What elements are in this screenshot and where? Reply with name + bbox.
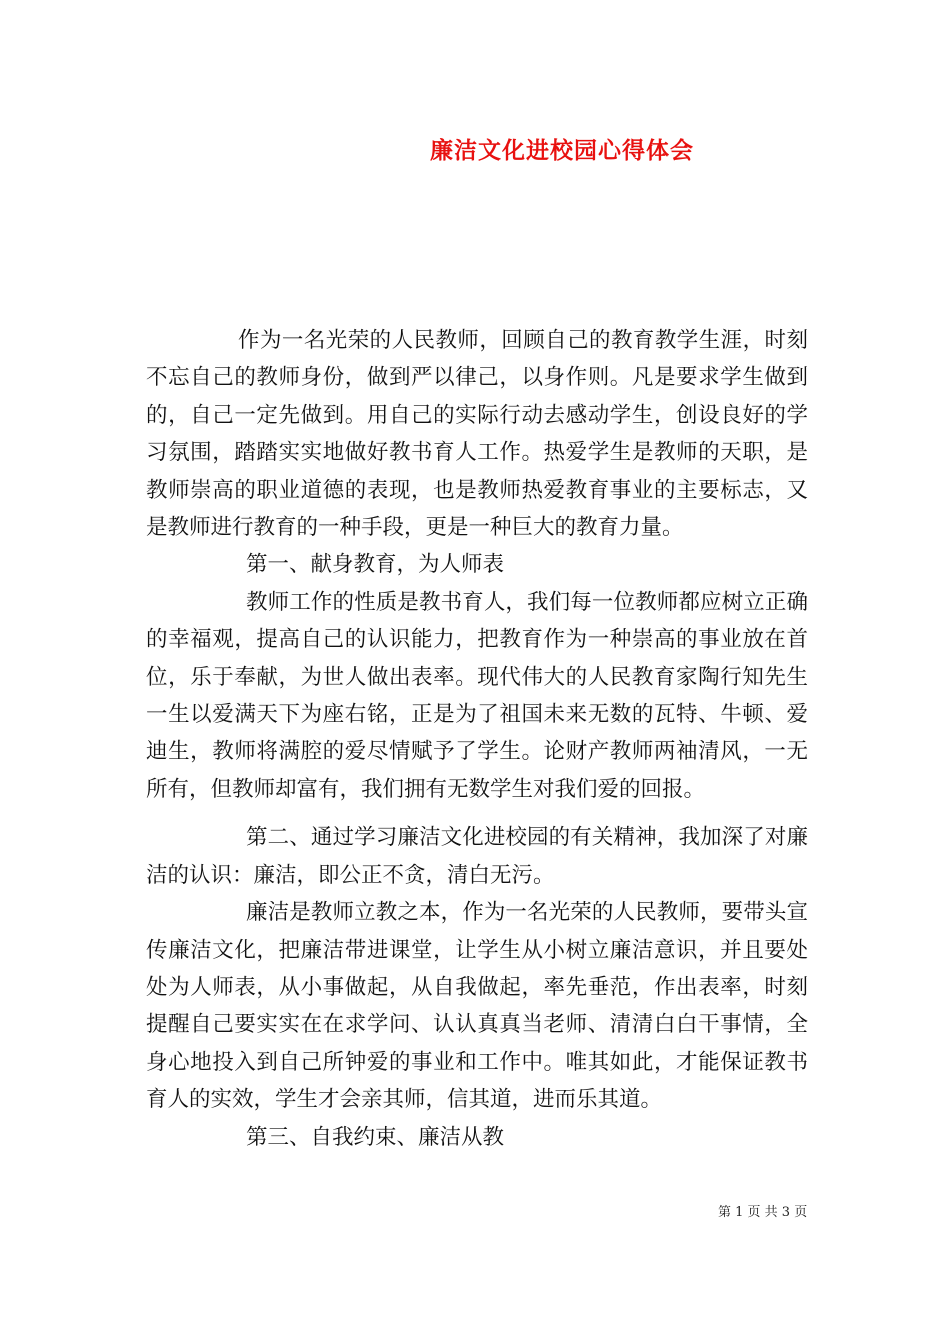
page-number-footer: 第 1 页 共 3 页 bbox=[718, 1205, 808, 1220]
document-title: 廉洁文化进校园心得体会 bbox=[430, 137, 694, 164]
section-heading-1: 第一、献身教育，为人师表 bbox=[246, 552, 505, 578]
document-body bbox=[146, 322, 808, 1156]
section-heading-3: 第三、自我约束、廉洁从教 bbox=[246, 1124, 505, 1150]
paragraph-intro: 作为一名光荣的人民教师，回顾自己的教育教学生涯，时刻不忘自己的教师身份，做到严以律己，以身作则。凡是要求学生做到的，自己一定先做到。用自己的实际行动去感动学生，创设良好的学习氛围，踏踏实实地做好教书育人工作。热爱学生是教师的天职，是教师崇高的职业道德的表现，也是教师热爱教育事业的主要标志，又是教师进行教育的一种手段，更是一种巨大的教育力量。 bbox=[146, 328, 808, 541]
section-heading-2: 第二、通过学习廉洁文化进校园的有关精神，我加深了对廉洁的认识：廉洁，即公正不贪，清白无污。 bbox=[146, 825, 808, 888]
paragraph-section-1: 教师工作的性质是教书育人，我们每一位教师都应树立正确的幸福观，提高自己的认识能力，把教育作为一种崇高的事业放在首位，乐于奉献，为世人做出表率。现代伟大的人民教育家陶行知先生一生以爱满天下为座右铭，正是为了祖国未来无数的瓦特、牛顿、爱迪生，教师将满腔的爱尽情赋予了学生。论财产教师两袖清风，一无所有，但教师却富有，我们拥有无数学生对我们爱的回报。 bbox=[146, 589, 808, 802]
paragraph-section-2: 廉洁是教师立教之本，作为一名光荣的人民教师，要带头宣传廉洁文化，把廉洁带进课堂，让学生从小树立廉洁意识，并且要处处为人师表，从小事做起，从自我做起，率先垂范，作出表率，时刻提醒自己要实实在在求学问、认认真真当老师、清清白白干事情，全身心地投入到自己所钟爱的事业和工作中。唯其如此，才能保证教书育人的实效，学生才会亲其师，信其道，进而乐其道。 bbox=[146, 900, 808, 1113]
